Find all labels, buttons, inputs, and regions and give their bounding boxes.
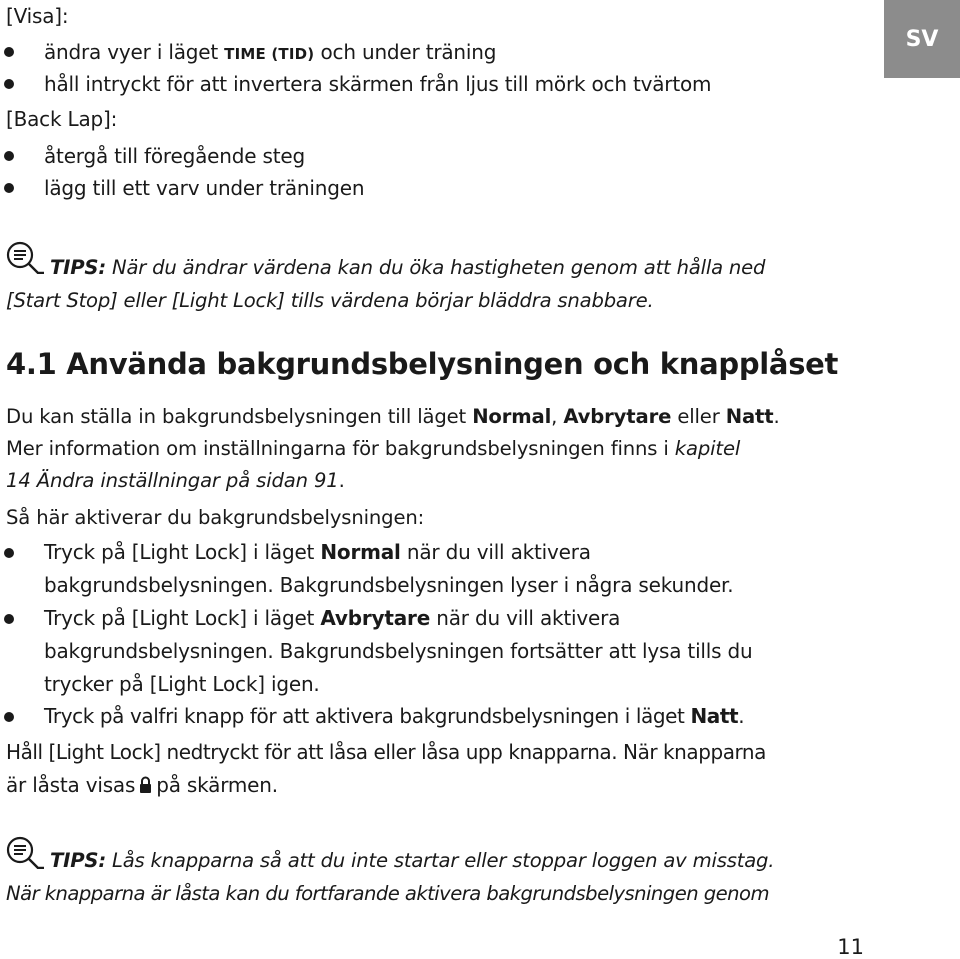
mode-natt: Natt bbox=[725, 405, 774, 428]
section-paragraph-1 bbox=[6, 405, 780, 428]
tip-label: TIPS: bbox=[50, 256, 106, 279]
chapter-reference: kapitel bbox=[674, 437, 741, 460]
bullet-icon bbox=[4, 712, 14, 722]
mode-avbrytare: Avbrytare bbox=[320, 606, 431, 630]
p2-end: . bbox=[338, 469, 345, 492]
page-number: 11 bbox=[837, 935, 864, 959]
backlap-item-1: återgå till föregående steg bbox=[44, 144, 305, 168]
backlight-item-2-line-1 bbox=[44, 606, 620, 630]
mode-avbrytare: Avbrytare bbox=[563, 405, 672, 428]
section-paragraph-3: Så här aktiverar du bakgrundsbelysningen: bbox=[6, 506, 425, 529]
p1-text: Du kan ställa in bakgrundsbelysningen till läget bbox=[6, 405, 473, 428]
language-tab: SV bbox=[884, 0, 960, 78]
lock-icon bbox=[139, 776, 152, 794]
p1-sep: , bbox=[551, 405, 564, 428]
mode-time: TIME (TID) bbox=[224, 45, 315, 63]
b2-text-end: när du vill aktivera bbox=[430, 606, 621, 630]
b3-end: . bbox=[738, 704, 745, 728]
visa-item-1 bbox=[44, 40, 496, 64]
b3-text: Tryck på valfri knapp för att aktivera bakgrundsbelysningen i läget bbox=[44, 704, 691, 728]
magnifier-tip-icon bbox=[4, 240, 46, 274]
visa-label: [Visa]: bbox=[6, 4, 69, 28]
magnifier-tip-icon bbox=[4, 835, 46, 869]
mode-normal: Normal bbox=[320, 540, 401, 564]
p1-or: eller bbox=[671, 405, 726, 428]
tip-1-line-1 bbox=[50, 256, 765, 279]
bullet-icon bbox=[4, 614, 14, 624]
p4-text: är låsta visas bbox=[6, 773, 136, 797]
backlap-label: [Back Lap]: bbox=[6, 107, 118, 131]
section-paragraph-4-line-2 bbox=[6, 773, 278, 797]
tip-1-text: När du ändrar värdena kan du öka hastigheten genom att hålla ned bbox=[105, 256, 766, 279]
p4-text-end: på skärmen. bbox=[156, 773, 278, 797]
b2-text: Tryck på [Light Lock] i läget bbox=[44, 606, 321, 630]
backlight-item-3 bbox=[44, 704, 744, 728]
section-paragraph-2-line-2 bbox=[6, 469, 345, 492]
tip-label: TIPS: bbox=[50, 849, 106, 872]
backlight-item-2-line-2: bakgrundsbelysningen. Bakgrundsbelysningen fortsätter att lysa tills du bbox=[44, 639, 753, 663]
section-heading: 4.1 Använda bakgrundsbelysningen och knapplåset bbox=[6, 347, 839, 381]
backlight-item-1-line-1 bbox=[44, 540, 591, 564]
b1-text: Tryck på [Light Lock] i läget bbox=[44, 540, 321, 564]
tip-2-line-1 bbox=[50, 849, 774, 872]
section-paragraph-2-line-1 bbox=[6, 437, 740, 460]
visa-item-1-text: ändra vyer i läget bbox=[44, 40, 225, 64]
mode-natt: Natt bbox=[690, 704, 739, 728]
tip-2-text: Lås knapparna så att du inte startar eller stoppar loggen av misstag. bbox=[105, 849, 775, 872]
bullet-icon bbox=[4, 151, 14, 161]
b1-text-end: när du vill aktivera bbox=[400, 540, 591, 564]
backlap-item-2: lägg till ett varv under träningen bbox=[44, 176, 365, 200]
p1-end: . bbox=[773, 405, 780, 428]
bullet-icon bbox=[4, 183, 14, 193]
bullet-icon bbox=[4, 47, 14, 57]
mode-normal: Normal bbox=[472, 405, 552, 428]
visa-item-1-text-end: och under träning bbox=[314, 40, 497, 64]
bullet-icon bbox=[4, 79, 14, 89]
section-paragraph-4-line-1: Håll [Light Lock] nedtryckt för att låsa eller låsa upp knapparna. När knapparna bbox=[6, 740, 766, 764]
tip-1-line-2: [Start Stop] eller [Light Lock] tills värdena börjar bläddra snabbare. bbox=[6, 289, 654, 312]
tip-2-line-2: När knapparna är låsta kan du fortfarande aktivera bakgrundsbelysningen genom bbox=[6, 882, 769, 905]
chapter-reference-cont: 14 Ändra inställningar på sidan 91 bbox=[6, 469, 339, 492]
bullet-icon bbox=[4, 548, 14, 558]
p2-text: Mer information om inställningarna för bakgrundsbelysningen finns i bbox=[6, 437, 675, 460]
backlight-item-1-line-2: bakgrundsbelysningen. Bakgrundsbelysningen lyser i några sekunder. bbox=[44, 573, 734, 597]
backlight-item-2-line-3: trycker på [Light Lock] igen. bbox=[44, 672, 320, 696]
visa-item-2: håll intryckt för att invertera skärmen från ljus till mörk och tvärtom bbox=[44, 72, 712, 96]
